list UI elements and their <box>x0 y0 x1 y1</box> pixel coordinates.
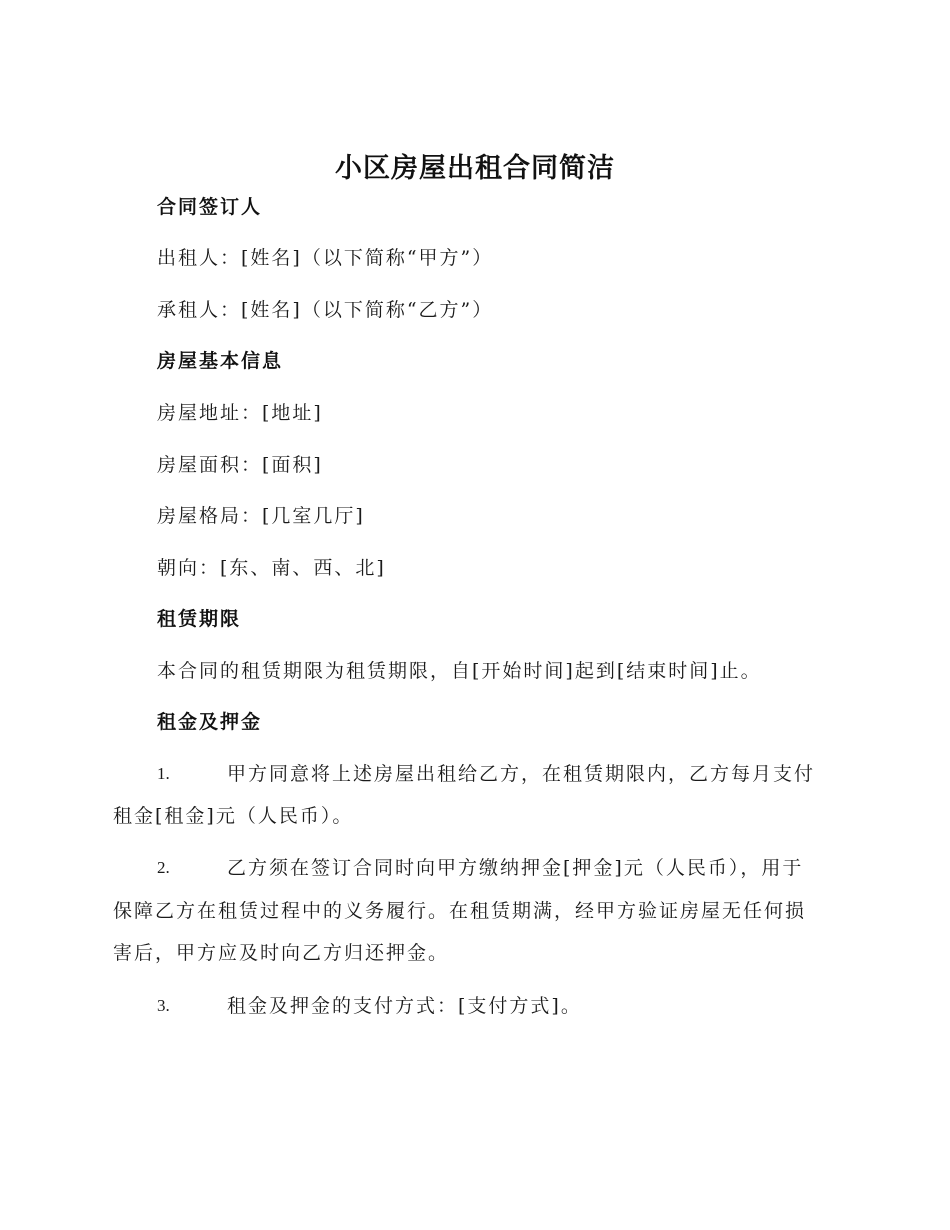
list-item-number: 2. <box>157 858 170 877</box>
list-item-continuation: 害后，甲方应及时向乙方归还押金。 <box>113 942 450 964</box>
house-address-line: 房屋地址：[地址] <box>157 402 323 424</box>
list-item-text: 乙方须在签订合同时向甲方缴纳押金[押金]元（人民币），用于 <box>227 857 804 879</box>
document-title: 小区房屋出租合同简洁 <box>335 153 615 184</box>
list-item-continuation: 租金[租金]元（人民币）。 <box>113 805 354 827</box>
list-item-continuation: 保障乙方在租赁过程中的义务履行。在租赁期满，经甲方验证房屋无任何损 <box>113 900 807 922</box>
lessee-line: 承租人：[姓名]（以下简称“乙方”） <box>157 299 494 321</box>
list-item-number: 1. <box>157 764 170 783</box>
house-orientation-line: 朝向：[东、南、西、北] <box>157 557 386 579</box>
section-heading-lease-term: 租赁期限 <box>157 608 242 630</box>
section-heading-house-info: 房屋基本信息 <box>157 350 284 372</box>
list-item-text: 租金及押金的支付方式：[支付方式]。 <box>227 995 582 1017</box>
house-layout-line: 房屋格局：[几室几厅] <box>157 505 365 527</box>
section-heading-rent-deposit: 租金及押金 <box>157 711 263 733</box>
lease-term-text: 本合同的租赁期限为租赁期限，自[开始时间]起到[结束时间]止。 <box>157 660 762 682</box>
list-item-text: 甲方同意将上述房屋出租给乙方，在租赁期限内，乙方每月支付 <box>227 763 816 785</box>
section-heading-signatories: 合同签订人 <box>157 196 263 218</box>
house-area-line: 房屋面积：[面积] <box>157 454 323 476</box>
list-item-number: 3. <box>157 996 170 1015</box>
lessor-line: 出租人：[姓名]（以下简称“甲方”） <box>157 247 494 269</box>
